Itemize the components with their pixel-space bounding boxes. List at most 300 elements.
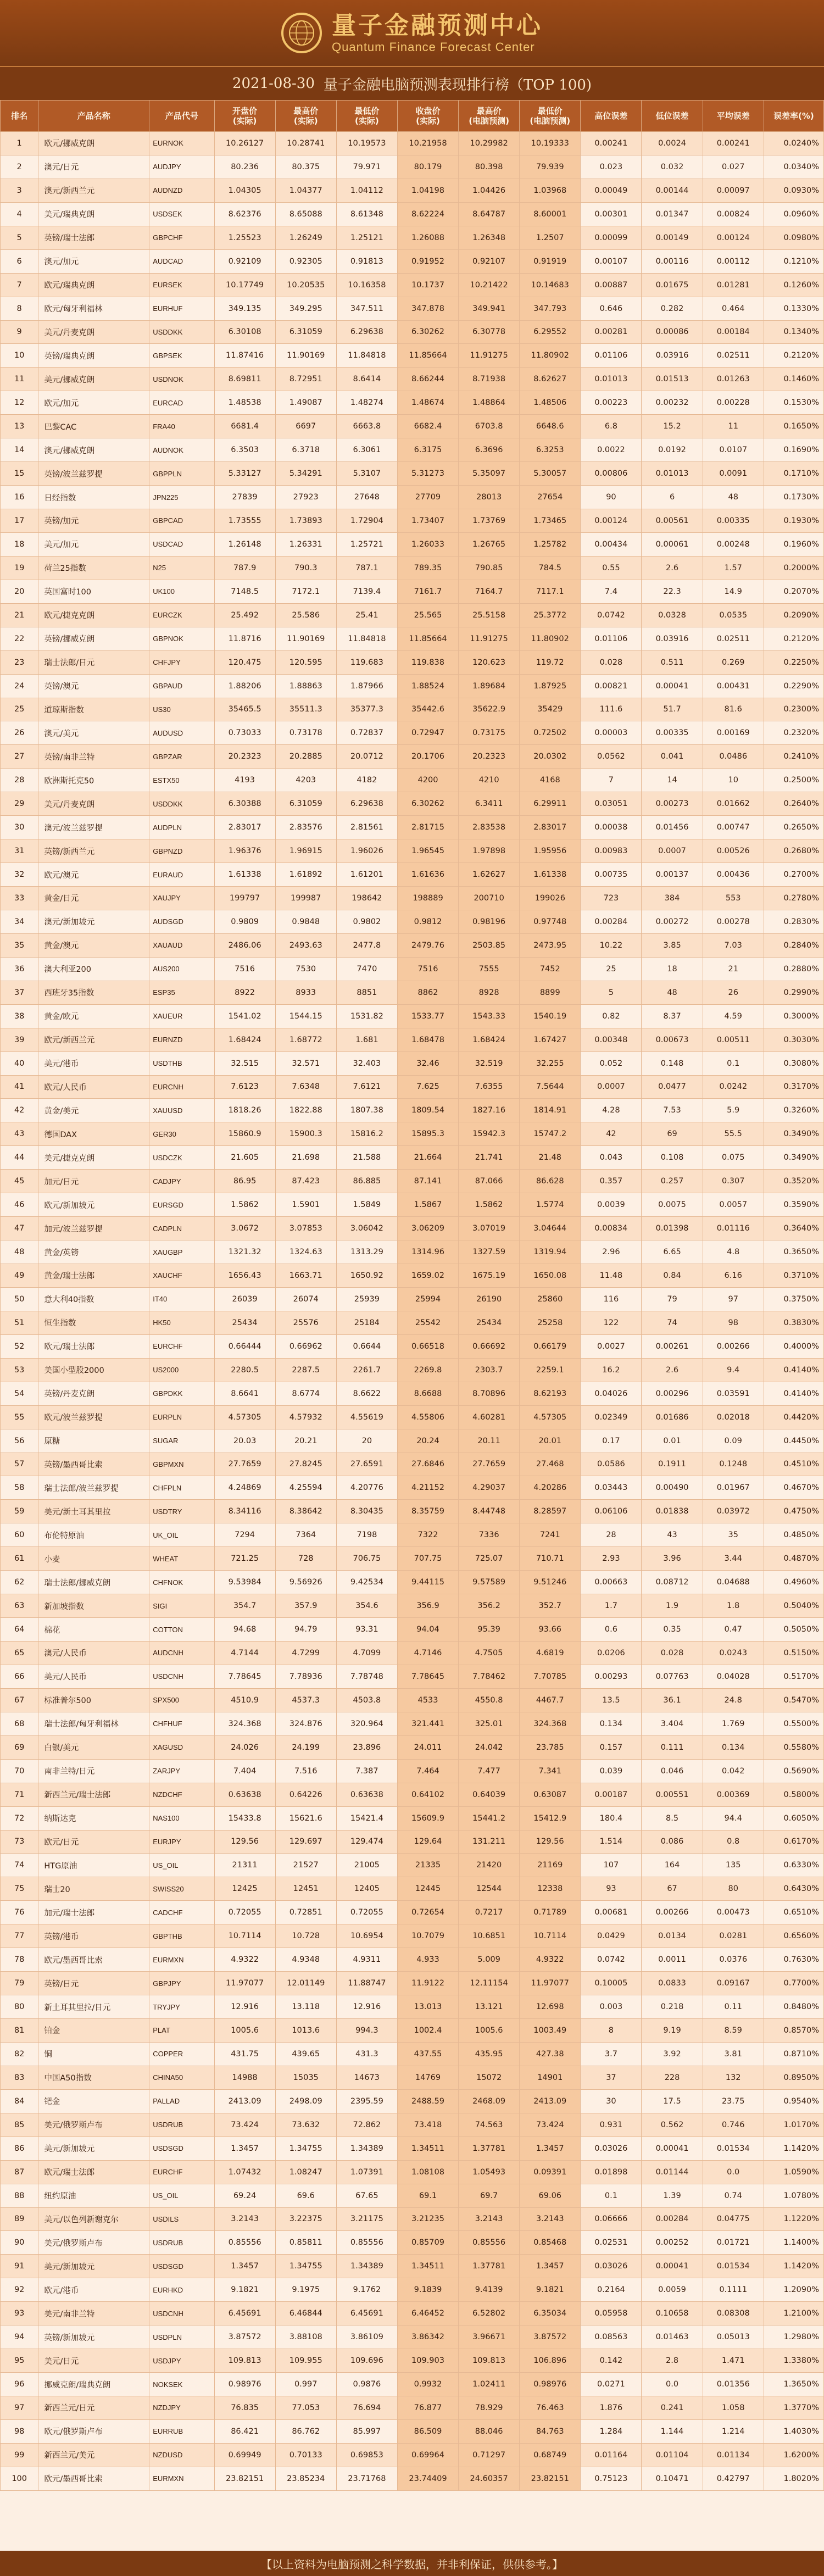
table-cell: 0.09 (703, 1429, 764, 1453)
table-cell: 11.85664 (397, 627, 458, 650)
table-row (1, 273, 824, 297)
table-cell: 37 (1, 981, 38, 1004)
table-cell: 96 (1, 2373, 38, 2396)
table-cell: 0.5690% (764, 1759, 823, 1783)
table-cell: 3.96 (642, 1547, 703, 1571)
table-cell: 354.7 (214, 1594, 275, 1618)
table-cell: 0.73178 (275, 721, 336, 745)
table-cell: 0.646 (581, 297, 642, 320)
table-cell: 3.85 (642, 933, 703, 957)
table-cell: 0.00561 (642, 509, 703, 533)
table-cell: 1.39 (642, 2184, 703, 2207)
table-cell: 48 (703, 486, 764, 509)
table-cell: 8.70896 (459, 1382, 520, 1405)
table-cell: 7.5644 (520, 1075, 581, 1099)
table-cell: 6.31059 (275, 792, 336, 816)
table-cell: 11 (703, 415, 764, 438)
table-row (1, 1854, 824, 1877)
table-cell: 0.85468 (520, 2231, 581, 2255)
table-cell: 0.00663 (581, 1571, 642, 1594)
table-cell: 1.61338 (214, 863, 275, 887)
table-cell: 0.241 (642, 2396, 703, 2420)
table-cell: 0.1690% (764, 438, 823, 462)
table-cell: PALLAD (149, 2089, 214, 2113)
table-cell: 0.00241 (581, 132, 642, 155)
table-cell: 5.3107 (336, 462, 397, 486)
table-cell: 3.21235 (397, 2207, 458, 2231)
table-cell: 1.97898 (459, 839, 520, 863)
table-cell: 0.0429 (581, 1924, 642, 1948)
table-cell: 10 (1, 344, 38, 368)
table-cell: 22.3 (642, 580, 703, 603)
table-cell: 1.62627 (459, 863, 520, 887)
table-cell: 澳元/加元 (38, 249, 149, 273)
table-cell: 0.00124 (703, 226, 764, 249)
table-cell: 4.24869 (214, 1476, 275, 1500)
table-cell: 新土耳其里拉/日元 (38, 1995, 149, 2019)
table-cell: XAUAUD (149, 933, 214, 957)
table-cell: 1.07391 (336, 2160, 397, 2184)
table-cell: 0.01456 (642, 816, 703, 839)
table-cell: 43 (1, 1122, 38, 1146)
table-cell: 0.85556 (459, 2231, 520, 2255)
table-cell: 15412.9 (520, 1806, 581, 1830)
table-cell: CHFPLN (149, 1476, 214, 1500)
table-cell: NZDCHF (149, 1783, 214, 1806)
table-cell: 706.75 (336, 1547, 397, 1571)
table-cell: 15747.2 (520, 1122, 581, 1146)
table-cell: 4.7146 (397, 1642, 458, 1665)
table-cell: 8 (581, 2019, 642, 2043)
table-cell: 3.96671 (459, 2325, 520, 2349)
table-cell: 69.7 (459, 2184, 520, 2207)
table-cell: 0.69949 (214, 2443, 275, 2467)
table-cell: 0.2500% (764, 769, 823, 792)
table-cell: 1814.91 (520, 1099, 581, 1122)
table-cell: 10.7114 (214, 1924, 275, 1948)
table-cell: 7.6121 (336, 1075, 397, 1099)
table-cell: 75 (1, 1877, 38, 1901)
table-cell: XAUGBP (149, 1240, 214, 1264)
table-cell: GBPTHB (149, 1924, 214, 1948)
table-cell: 69.24 (214, 2184, 275, 2207)
table-cell: 0.746 (703, 2113, 764, 2137)
table-cell: 欧元/捷克克朗 (38, 603, 149, 627)
table-cell: 0.111 (642, 1735, 703, 1759)
table-cell: 21420 (459, 1854, 520, 1877)
table-cell: 1.96026 (336, 839, 397, 863)
table-cell: 棉花 (38, 1618, 149, 1642)
table-cell: 3.2143 (214, 2207, 275, 2231)
table-cell: 0.01356 (703, 2373, 764, 2396)
table-cell: 0.2120% (764, 344, 823, 368)
table-cell: 1.07432 (214, 2160, 275, 2184)
table-cell: 0.69964 (397, 2443, 458, 2467)
column-header: 最低价 (实际) (336, 101, 397, 132)
table-cell: 0.66444 (214, 1334, 275, 1358)
table-cell: 1.34389 (336, 2137, 397, 2160)
table-cell: 1.26765 (459, 532, 520, 556)
table-cell: 20.1706 (397, 745, 458, 769)
table-cell: 87.141 (397, 1170, 458, 1193)
table-cell: 0.9802 (336, 910, 397, 933)
table-cell: 6.3696 (459, 438, 520, 462)
table-cell: 4.20286 (520, 1476, 581, 1500)
table-cell: 707.75 (397, 1547, 458, 1571)
table-cell: 8.6414 (336, 368, 397, 391)
table-cell: 21169 (520, 1854, 581, 1877)
table-cell: 1.769 (703, 1712, 764, 1735)
table-cell: 7.78936 (275, 1665, 336, 1688)
table-row (1, 1240, 824, 1264)
table-cell: 0.7700% (764, 1972, 823, 1995)
table-cell: 0.71789 (520, 1901, 581, 1924)
table-cell: 1.3457 (214, 2255, 275, 2278)
table-cell: 0.00335 (703, 509, 764, 533)
table-cell: 199797 (214, 887, 275, 910)
table-cell: 1.96545 (397, 839, 458, 863)
table-cell: 21.588 (336, 1146, 397, 1170)
table-cell: 4.7144 (214, 1642, 275, 1665)
table-cell: 0.63638 (336, 1783, 397, 1806)
table-cell: 8899 (520, 981, 581, 1004)
table-cell: 0.0091 (703, 462, 764, 486)
table-cell: AUDNOK (149, 438, 214, 462)
table-header-row (1, 101, 824, 132)
table-cell: 0.3650% (764, 1240, 823, 1264)
table-cell: 17.5 (642, 2089, 703, 2113)
table-cell: 美元/挪威克朗 (38, 368, 149, 391)
table-cell: 129.56 (520, 1830, 581, 1854)
table-cell: 0.134 (581, 1712, 642, 1735)
table-cell: 0.01106 (581, 344, 642, 368)
table-cell: 瑞士法郎/匈牙利福林 (38, 1712, 149, 1735)
table-cell: 11.80902 (520, 344, 581, 368)
table-cell: 8.72951 (275, 368, 336, 391)
table-cell: 42 (581, 1122, 642, 1146)
table-cell: 15900.3 (275, 1122, 336, 1146)
table-cell: 英镑/新加坡元 (38, 2325, 149, 2349)
table-cell: 黄金/瑞士法郎 (38, 1264, 149, 1288)
table-row (1, 1571, 824, 1594)
table-cell: 0.0057 (703, 1193, 764, 1217)
table-cell: 73.632 (275, 2113, 336, 2137)
table-cell: 437.55 (397, 2042, 458, 2066)
table-cell: 86.762 (275, 2419, 336, 2443)
table-row (1, 674, 824, 698)
table-cell: 4193 (214, 769, 275, 792)
table-cell: 黄金/美元 (38, 1099, 149, 1122)
table-cell: 0.6170% (764, 1830, 823, 1854)
table-cell: CHFHUF (149, 1712, 214, 1735)
table-cell: 25434 (459, 1311, 520, 1334)
table-row (1, 1217, 824, 1240)
table-row (1, 1642, 824, 1665)
table-cell: 0.0742 (581, 603, 642, 627)
table-cell: 7198 (336, 1523, 397, 1547)
table-cell: 0.00436 (703, 863, 764, 887)
table-cell: 美国小型股2000 (38, 1358, 149, 1382)
table-cell: 1005.6 (459, 2019, 520, 2043)
table-cell: 2.96 (581, 1240, 642, 1264)
table-cell: 0.69853 (336, 2443, 397, 2467)
table-cell: 25184 (336, 1311, 397, 1334)
table-cell: 意大利40指数 (38, 1287, 149, 1311)
table-cell: 0.157 (581, 1735, 642, 1759)
table-cell: 1.26348 (459, 226, 520, 249)
table-cell: 美元/捷克克朗 (38, 1146, 149, 1170)
table-cell: 63 (1, 1594, 38, 1618)
table-cell: 0.0930% (764, 179, 823, 202)
table-cell: 4503.8 (336, 1688, 397, 1712)
table-cell: 0.42797 (703, 2467, 764, 2490)
table-cell: 3.22375 (275, 2207, 336, 2231)
table-cell: 0.4420% (764, 1405, 823, 1429)
table-cell: 0.023 (581, 155, 642, 179)
table-cell: 0.72055 (214, 1901, 275, 1924)
table-cell: 0.2120% (764, 627, 823, 650)
table-cell: 3.404 (642, 1712, 703, 1735)
table-row (1, 2373, 824, 2396)
table-cell: 26 (703, 981, 764, 1004)
table-cell: 0.0027 (581, 1334, 642, 1358)
table-cell: 8.59 (703, 2019, 764, 2043)
table-cell: 10.6851 (459, 1924, 520, 1948)
table-cell: 0.2680% (764, 839, 823, 863)
table-cell: 11.90169 (275, 344, 336, 368)
table-cell: 2.83576 (275, 816, 336, 839)
table-cell: 0.04775 (703, 2207, 764, 2231)
table-cell: 69 (642, 1122, 703, 1146)
table-cell: 3.87572 (214, 2325, 275, 2349)
table-cell: 7.70785 (520, 1665, 581, 1688)
table-cell: 23.785 (520, 1735, 581, 1759)
table-cell: 0.47 (703, 1618, 764, 1642)
table-cell: 129.56 (214, 1830, 275, 1854)
globe-emblem-icon (287, 19, 316, 47)
table-row (1, 1665, 824, 1688)
table-cell: 9.19 (642, 2019, 703, 2043)
table-cell: 9.42534 (336, 1571, 397, 1594)
table-cell: 21 (703, 957, 764, 981)
table-cell: 0.2290% (764, 674, 823, 698)
table-cell: 布伦特原油 (38, 1523, 149, 1547)
table-cell: 347.511 (336, 297, 397, 320)
table-cell: 21 (1, 603, 38, 627)
table-cell: 0.003 (581, 1995, 642, 2019)
ranking-table (0, 100, 824, 2491)
table-cell: 0.2990% (764, 981, 823, 1004)
table-cell: 1.48538 (214, 391, 275, 415)
table-cell: 0.4670% (764, 1476, 823, 1500)
table-cell: 9.53984 (214, 1571, 275, 1594)
table-cell: 0.00681 (581, 1901, 642, 1924)
table-cell: 1.34755 (275, 2137, 336, 2160)
table-cell: 21527 (275, 1854, 336, 1877)
table-cell: 1543.33 (459, 1004, 520, 1028)
table-cell: 27.7659 (214, 1453, 275, 1476)
table-cell: CHINA50 (149, 2066, 214, 2089)
table-cell: 1.1420% (764, 2137, 823, 2160)
table-cell: 324.368 (214, 1712, 275, 1735)
table-cell: 6.3061 (336, 438, 397, 462)
table-cell: 0.00003 (581, 721, 642, 745)
table-cell: 中国A50指数 (38, 2066, 149, 2089)
table-cell: GBPMXN (149, 1453, 214, 1476)
table-cell: 0.73033 (214, 721, 275, 745)
table-cell: 0.01281 (703, 273, 764, 297)
table-cell: 9 (1, 320, 38, 344)
table-cell: 2.83538 (459, 816, 520, 839)
table-row (1, 1358, 824, 1382)
table-cell: 73.424 (214, 2113, 275, 2137)
table-cell: 26039 (214, 1287, 275, 1311)
table-cell: 0.02511 (703, 344, 764, 368)
table-cell: 5.34291 (275, 462, 336, 486)
table-cell: 20.2885 (275, 745, 336, 769)
table-cell: 0.03591 (703, 1382, 764, 1405)
table-cell: 1656.43 (214, 1264, 275, 1288)
table-cell: 12.916 (214, 1995, 275, 2019)
column-header: 平均误差 (703, 101, 764, 132)
table-cell: 11.9122 (397, 1972, 458, 1995)
table-cell: 1.3457 (520, 2137, 581, 2160)
table-cell: 0.0833 (642, 1972, 703, 1995)
table-cell: 2503.85 (459, 933, 520, 957)
table-cell: 77.053 (275, 2396, 336, 2420)
table-cell: AUDUSD (149, 721, 214, 745)
table-cell: USDPLN (149, 2325, 214, 2349)
table-cell: 0.66518 (397, 1334, 458, 1358)
table-cell: 95 (1, 2349, 38, 2373)
table-cell: 6.29638 (336, 792, 397, 816)
table-cell: 116 (581, 1287, 642, 1311)
table-cell: 7.625 (397, 1075, 458, 1099)
table-cell: 英镑/南非兰特 (38, 745, 149, 769)
table-cell: 1.87966 (336, 674, 397, 698)
table-cell: 42 (1, 1099, 38, 1122)
table-cell: 5.009 (459, 1948, 520, 1972)
table-cell: CHFJPY (149, 650, 214, 674)
table-cell: 120.475 (214, 650, 275, 674)
table-cell: 24 (1, 674, 38, 698)
table-cell: 0.92107 (459, 249, 520, 273)
table-cell: GBPNZD (149, 839, 214, 863)
table-cell: 0.00806 (581, 462, 642, 486)
table-cell: 36 (1, 957, 38, 981)
table-cell: 1.57 (703, 556, 764, 580)
table-cell: 新加坡指数 (38, 1594, 149, 1618)
table-cell: 0.3080% (764, 1051, 823, 1075)
table-row (1, 2231, 824, 2255)
table-row (1, 1476, 824, 1500)
table-cell: 0.0240% (764, 132, 823, 155)
banner (0, 0, 824, 66)
column-header: 收盘价 (实际) (397, 101, 458, 132)
table-cell: 1.73769 (459, 509, 520, 533)
table-cell: 15816.2 (336, 1122, 397, 1146)
table-cell: US_OIL (149, 1854, 214, 1877)
table-cell: 0.0980% (764, 226, 823, 249)
table-cell: 13.013 (397, 1995, 458, 2019)
table-cell: 1.8 (703, 1594, 764, 1618)
table-cell: 0.00526 (703, 839, 764, 863)
table-row (1, 1783, 824, 1806)
table-cell: 57 (1, 1453, 38, 1476)
table-row (1, 745, 824, 769)
table-cell: 0.0281 (703, 1924, 764, 1948)
table-cell: 英镑/日元 (38, 1972, 149, 1995)
table-cell: 6.29552 (520, 320, 581, 344)
table-cell: AUDCAD (149, 249, 214, 273)
table-cell: 1.3457 (214, 2137, 275, 2160)
table-row (1, 2396, 824, 2420)
table-row (1, 1735, 824, 1759)
table-cell: 0.01686 (642, 1405, 703, 1429)
table-cell: 0.0328 (642, 603, 703, 627)
table-cell: 0.218 (642, 1995, 703, 2019)
table-cell: 23.82151 (520, 2467, 581, 2490)
table-cell: 0.01013 (581, 368, 642, 391)
table-cell: 0.3260% (764, 1099, 823, 1122)
table-cell: 12.916 (336, 1995, 397, 2019)
table-cell: 0.0007 (581, 1075, 642, 1099)
table-cell: 3.06209 (397, 1217, 458, 1240)
table-cell: 1.2090% (764, 2278, 823, 2302)
table-cell: 4.21152 (397, 1476, 458, 1500)
table-cell: 0.09391 (520, 2160, 581, 2184)
table-cell: 1.5862 (214, 1193, 275, 1217)
table-cell: 标准普尔500 (38, 1688, 149, 1712)
table-cell: 5.31273 (397, 462, 458, 486)
table-cell: 0.01838 (642, 1500, 703, 1523)
table-cell: 46 (1, 1193, 38, 1217)
table-cell: 38 (1, 1004, 38, 1028)
table-cell: 4.60281 (459, 1405, 520, 1429)
table-cell: GBPCHF (149, 226, 214, 249)
table-cell: 2 (1, 155, 38, 179)
table-cell: 30 (1, 816, 38, 839)
table-cell: 35465.5 (214, 698, 275, 721)
table-cell: 3.2143 (520, 2207, 581, 2231)
table-cell: 7.53 (642, 1099, 703, 1122)
table-cell: 10.28741 (275, 132, 336, 155)
table-cell: 4467.7 (520, 1688, 581, 1712)
table-cell: 0.00284 (581, 910, 642, 933)
table-cell: 0.1260% (764, 273, 823, 297)
table-cell: 24.042 (459, 1735, 520, 1759)
table-cell: 3.21175 (336, 2207, 397, 2231)
table-cell: 6.30262 (397, 792, 458, 816)
table-cell: 0.01347 (642, 202, 703, 226)
table-cell: 8933 (275, 981, 336, 1004)
table-cell: 0.10471 (642, 2467, 703, 2490)
table-cell: 15609.9 (397, 1806, 458, 1830)
table-cell: 22 (1, 627, 38, 650)
table-cell: 新西兰元/日元 (38, 2396, 149, 2420)
table-cell: 710.71 (520, 1547, 581, 1571)
table-cell: 8.37 (642, 1004, 703, 1028)
table-cell: 3.44 (703, 1547, 764, 1571)
table-cell: 1314.96 (397, 1240, 458, 1264)
table-cell: 2479.76 (397, 933, 458, 957)
table-cell: 44 (1, 1146, 38, 1170)
table-cell: 78.929 (459, 2396, 520, 2420)
table-cell: 0.00038 (581, 816, 642, 839)
table-cell: 120.595 (275, 650, 336, 674)
column-header: 开盘价 (实际) (214, 101, 275, 132)
table-cell: 67 (1, 1688, 38, 1712)
